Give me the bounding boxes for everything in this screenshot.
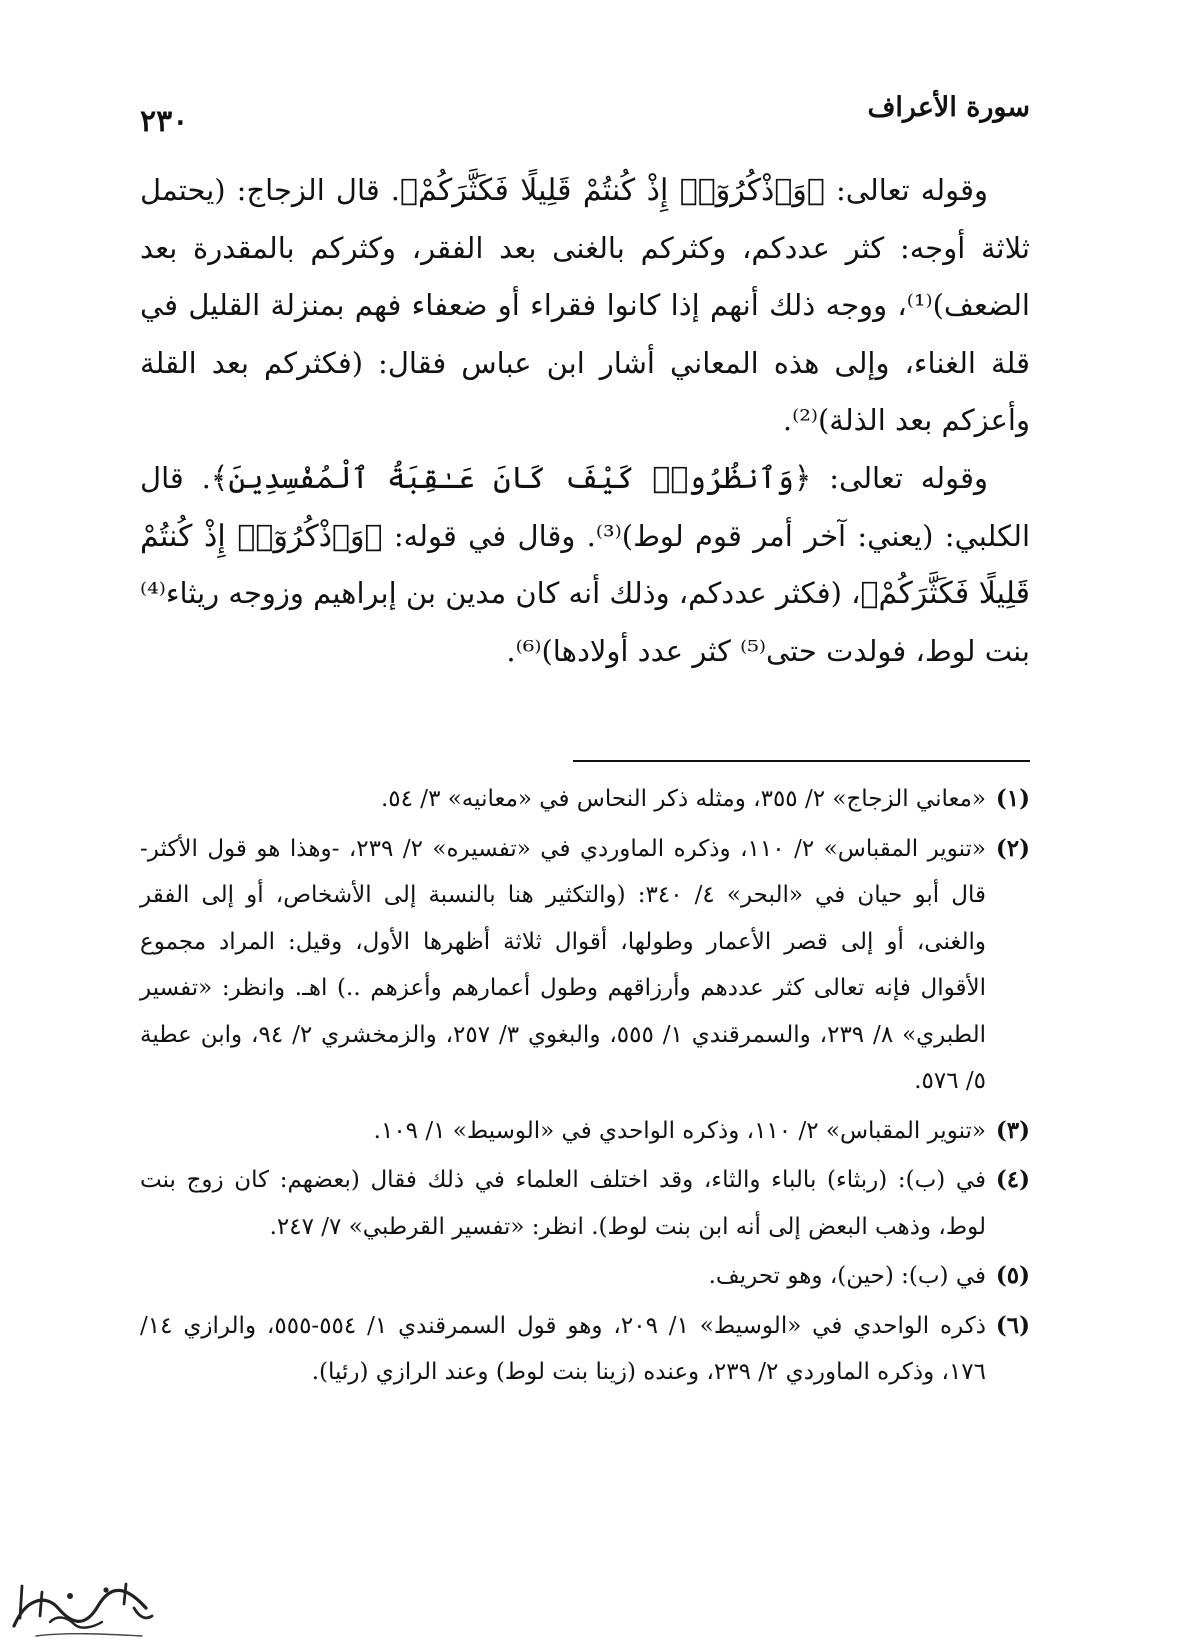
- calligraphy-logo-icon: [6, 1578, 156, 1644]
- page-header: [140, 92, 1030, 142]
- footnote-text: في (ب): (حين)، وهو تحريف.: [708, 1263, 986, 1289]
- paragraph-2: [140, 450, 1030, 680]
- footnote-text: «تنوير المقباس» ٢/ ١١٠، وذكره الماوردي في «تفسيره» ٢/ ٢٣٩، -وهذا هو قول الأكثر- قال أبو حيان في «البحر» ٤/ ٣٤٠: (والتكثير هنا بالنسبة إلى الأشخاص، أو إلى الفقر والغنى، أو إلى قصر الأعمار وطولها، أقوال ثلاثة أظهرها الأول، وقيل: المراد مجموع الأقوال فإنه تعالى كثر عددهم وأرزاقهم وطول أعمارهم وأعزهم ..) اهـ. وانظر: «تفسير الطبري» ٨/ ٢٣٩، والسمرقندي ١/ ٥٥٥، والبغوي ٣/ ٢٥٧، والزمخشري ٢/ ٩٤، وابن عطية ٥/ ٥٧٦.: [140, 835, 987, 1094]
- footnote-number: (٦): [995, 1311, 1030, 1339]
- footnotes: [140, 776, 1030, 1399]
- footnote-text: في (ب): (ربثاء) بالباء والثاء، وقد اختلف العلماء في ذلك فقال (بعضهم: كان زوج بنت لوط، وذهب البعض إلى أنه ابن بنت لوط). انظر: «تفسير القرطبي» ٧/ ٢٤٧.: [140, 1167, 986, 1240]
- footnote-number: (٢): [995, 834, 1030, 862]
- footnote-2: [140, 826, 1030, 1105]
- footnote-separator: [573, 760, 1030, 762]
- footnote-number: (٥): [995, 1262, 1030, 1289]
- footnote-4: [140, 1157, 1030, 1250]
- footnote-number: (٤): [995, 1166, 1030, 1193]
- footnote-text: «معاني الزجاج» ٢/ ٣٥٥، ومثله ذكر النحاس في «معانيه» ٣/ ٥٤.: [380, 786, 986, 812]
- paragraph-2-text: . قال الكلبي: (يعني: آخر أمر قوم لوط)⁽³⁾. وقال في قوله:: [140, 460, 1030, 553]
- footnote-number: (٣): [995, 1116, 1030, 1144]
- page-number: ٢٣٠: [140, 104, 189, 139]
- footnote-1: [140, 776, 1030, 823]
- main-text: [140, 162, 1030, 680]
- footnote-number: (١): [995, 785, 1030, 812]
- paragraph-2-text-end: ، (فكثر عددكم، وذلك أنه كان مدين بن إبراهيم وزوجه ريثاء⁽⁴⁾ بنت لوط، فولدت حتى⁽⁵⁾ كثر عدد أولادها)⁽⁶⁾.: [140, 576, 1030, 668]
- paragraph-2-intro: وقوله تعالى:: [811, 460, 988, 495]
- quran-verse: ﴿وَٱذْكُرُوٓا۟ إِذْ كُنتُمْ قَلِيلًا فَكَثَّرَكُمْ﴾: [140, 518, 1030, 612]
- footnote-3: [140, 1108, 1030, 1155]
- surah-title: سورة الأعراف: [867, 92, 1030, 123]
- paragraph-1-intro: وقوله تعالى:: [824, 173, 988, 207]
- quran-verse: ﴿وَٱنظُرُوا۟ كَيْفَ كَانَ عَـٰقِبَةُ ٱلْمُفْسِدِينَ﴾: [210, 460, 812, 496]
- paragraph-1: [140, 162, 1030, 450]
- quran-verse: ﴿وَٱذْكُرُوٓا۟ إِذْ كُنتُمْ قَلِيلًا فَكَثَّرَكُمْ﴾: [400, 173, 825, 208]
- footnote-text: ذكره الواحدي في «الوسيط» ١/ ٢٠٩، وهو قول السمرقندي ١/ ٥٥٤-٥٥٥، والرازي ١٤/ ١٧٦، وذكره الماوردي ٢/ ٢٣٩، وعنده (زينا بنت لوط) وعند الرازي (رئيا).: [140, 1312, 986, 1385]
- paragraph-1-text: . قال الزجاج: (يحتمل ثلاثة أوجه: كثر عددكم، وكثركم بالغنى بعد الفقر، وكثركم بالمقدرة بعد الضعف)⁽¹⁾، ووجه ذلك أنهم إذا كانوا فقراء أو ضعفاء فهم بمنزلة القليل في قلة الغناء، وإلى هذه المعاني أشار ابن عباس فقال: (فكثركم بعد القلة وأعزكم بعد الذلة)⁽²⁾.: [140, 173, 1030, 438]
- footnote-5: [140, 1253, 1030, 1300]
- footnote-text: «تنوير المقباس» ٢/ ١١٠، وذكره الواحدي في «الوسيط» ١/ ١٠٩.: [373, 1117, 986, 1144]
- footnote-6: [140, 1303, 1030, 1396]
